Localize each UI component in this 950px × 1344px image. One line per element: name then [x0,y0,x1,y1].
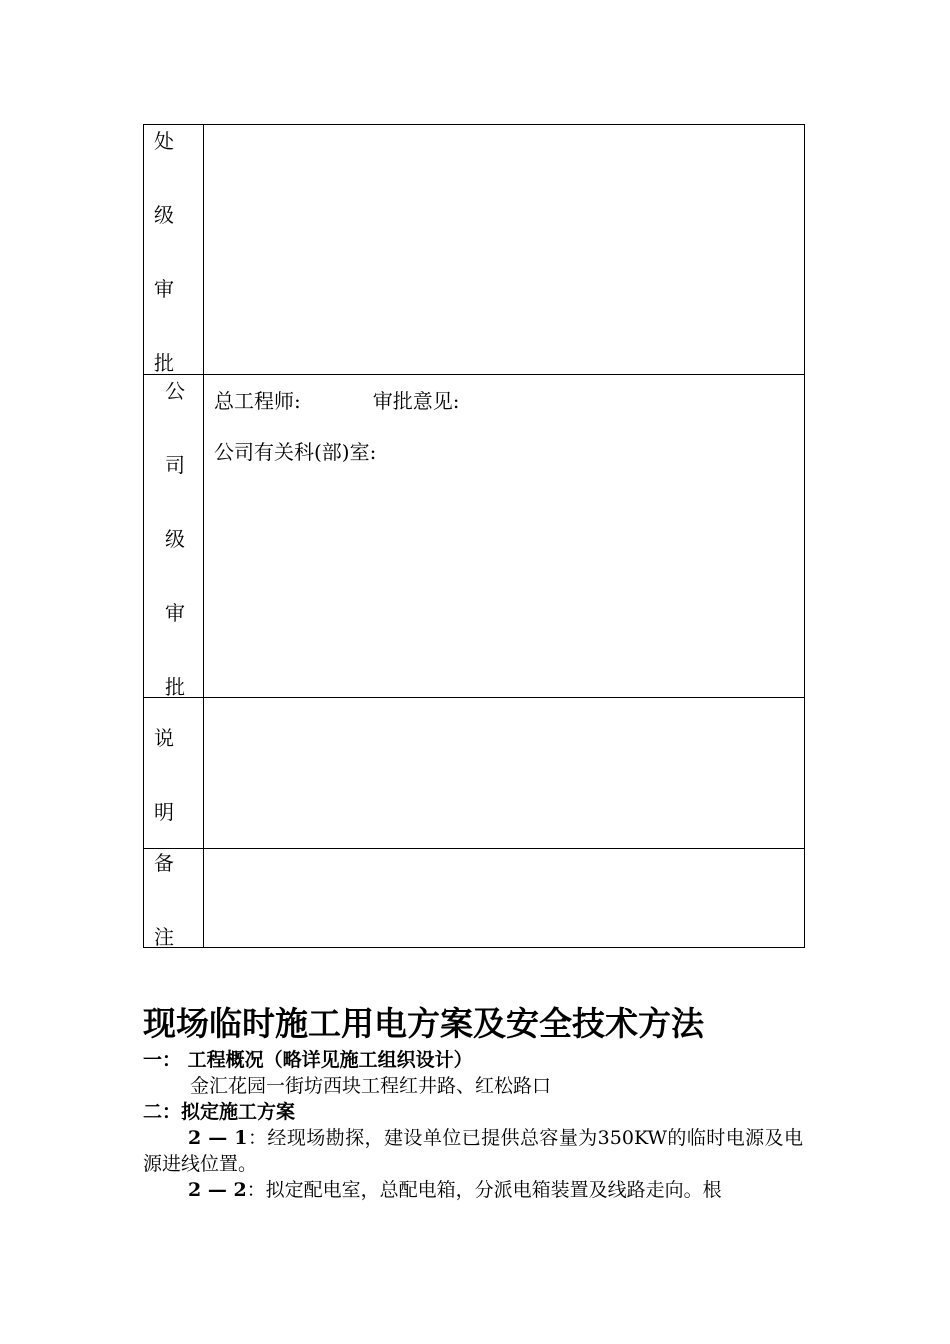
label-division-approval [144,125,204,375]
label-char: 处 [154,129,174,153]
table-row-remarks [144,849,805,948]
label-char: 公 [165,379,185,403]
section-2-heading: 二：拟定施工方案 [143,1101,296,1123]
label-char: 批 [154,351,174,375]
paragraph-2-2 [143,1177,803,1203]
table-row-company-approval [144,375,805,698]
division-approval-content[interactable] [204,125,805,375]
label-char: 注 [154,925,174,949]
section-1-text: 金汇花园一街坊西块工程红井路、红松路口 [190,1075,552,1097]
description-content[interactable] [204,698,805,849]
chief-engineer-line [214,391,460,411]
label-char: 备 [154,851,174,875]
company-approval-content[interactable] [204,375,805,698]
label-char: 说 [154,726,174,750]
label-description [144,698,204,849]
label-char: 批 [165,675,185,699]
label-char: 司 [165,453,185,477]
label-char: 级 [165,527,185,551]
approval-opinion-label: 审批意见: [372,389,460,413]
section-1-heading: 一： 工程概况（略详见施工组织设计） [143,1049,473,1071]
label-char: 审 [165,601,185,625]
paragraph-2-2-text: ：拟定配电室，总配电箱，分派电箱装置及线路走向。根 [246,1179,722,1201]
approval-table [143,124,805,948]
paragraph-2-1-text: ：经现场勘探，建设单位已提供总容量为350KW的临时电源及电源进线位置。 [143,1127,803,1175]
label-char: 级 [154,203,174,227]
label-char: 明 [154,800,174,824]
paragraph-2-1 [143,1125,803,1177]
label-remarks [144,849,204,948]
label-char: 审 [154,277,174,301]
label-company-approval [144,375,204,698]
remarks-content[interactable] [204,849,805,948]
document-title: 现场临时施工用电方案及安全技术方法 [143,1004,704,1043]
table-row-description [144,698,805,849]
paragraph-2-1-label: 2 — 1 [188,1127,248,1149]
chief-engineer-label: 总工程师: [214,389,301,413]
department-label: 公司有关科(部)室: [214,440,377,464]
paragraph-2-2-label: 2 — 2 [188,1179,247,1201]
table-row-division-approval [144,125,805,375]
